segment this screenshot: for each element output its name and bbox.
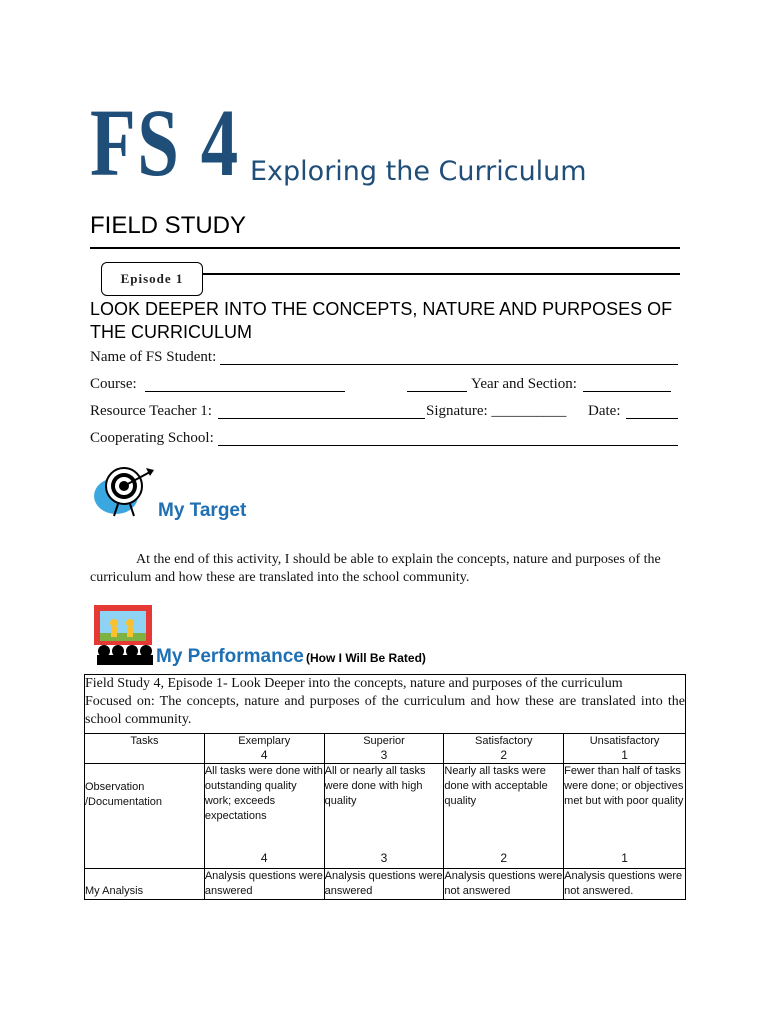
date-field[interactable] — [626, 418, 678, 419]
task-cell: My Analysis — [85, 869, 205, 900]
rubric-cell: Nearly all tasks were done with acceptable quality 2 — [444, 764, 564, 869]
rubric-intro — [85, 675, 686, 734]
rubric-table — [84, 674, 686, 900]
rubric-cell: Analysis questions were not answered — [444, 869, 564, 900]
episode-title: LOOK DEEPER INTO THE CONCEPTS, NATURE AND PURPOSES OF THE CURRICULUM — [90, 299, 673, 342]
rubric-cell: All tasks were done with outstanding quality work; exceeds expectations 4 — [204, 764, 324, 869]
signature-label: Signature: __________ — [426, 403, 567, 419]
cooperating-school-label: Cooperating School: — [90, 430, 214, 446]
rubric-cell: Fewer than half of tasks were done; or objectives met but with poor quality 1 — [564, 764, 686, 869]
column-header-exemplary: Exemplary 4 — [204, 734, 324, 764]
course-field-ext — [407, 391, 467, 392]
year-section-field[interactable] — [583, 391, 671, 392]
episode-divider — [201, 273, 680, 275]
audience-stage-icon — [92, 603, 154, 665]
course-label: Course: — [90, 376, 137, 392]
table-row — [85, 764, 686, 869]
episode-badge: Episode 1 — [101, 262, 203, 296]
my-target-heading: My Target — [158, 500, 247, 521]
column-header-satisfactory: Satisfactory 2 — [444, 734, 564, 764]
date-label: Date: — [588, 403, 621, 419]
rubric-cell: Analysis questions were answered — [204, 869, 324, 900]
performance-subheading: (How I Will Be Rated) — [306, 651, 426, 665]
document-subtitle: Exploring the Curriculum — [250, 156, 587, 187]
rubric-cell: All or nearly all tasks were done with high quality 3 — [324, 764, 444, 869]
target-icon — [92, 462, 156, 520]
task-cell: Observation /Documentation — [85, 764, 205, 869]
header-divider — [90, 247, 680, 249]
student-name-field[interactable] — [220, 364, 542, 365]
rubric-intro-line2: Focused on: The concepts, nature and purposes of the curriculum and how these are translated into the school community. — [85, 694, 685, 727]
rubric-cell: Analysis questions were answered — [324, 869, 444, 900]
student-name-field-ext — [542, 364, 678, 365]
student-name-label: Name of FS Student: — [90, 349, 217, 365]
column-header-unsatisfactory: Unsatisfactory 1 — [564, 734, 686, 764]
column-header-superior: Superior 3 — [324, 734, 444, 764]
document-code: FS 4 — [90, 89, 240, 196]
rubric-cell: Analysis questions were not answered. — [564, 869, 686, 900]
resource-teacher-label: Resource Teacher 1: — [90, 403, 212, 419]
cooperating-school-field[interactable] — [218, 445, 678, 446]
course-field[interactable] — [145, 391, 345, 392]
target-paragraph: At the end of this activity, I should be able to explain the concepts, nature and purposes of the curriculum and how these are translated into the school community. — [90, 552, 661, 585]
field-study-label: FIELD STUDY — [90, 212, 247, 239]
rubric-intro-line1: Field Study 4, Episode 1- Look Deeper into the concepts, nature and purposes of the curriculum — [85, 676, 623, 691]
column-header-tasks: Tasks — [85, 734, 205, 764]
resource-teacher-field[interactable] — [218, 418, 425, 419]
my-performance-heading: My Performance — [156, 646, 304, 667]
table-row — [85, 869, 686, 900]
year-section-label: Year and Section: — [471, 376, 577, 392]
